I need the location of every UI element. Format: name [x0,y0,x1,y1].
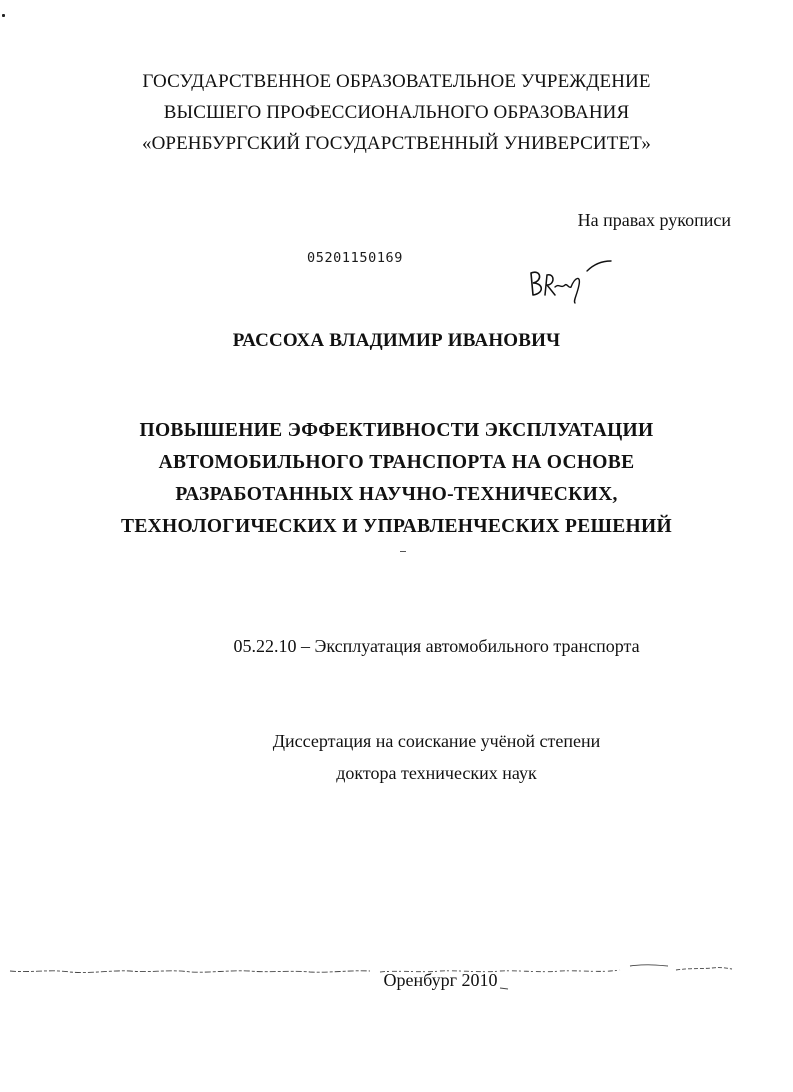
author-name: РАССОХА ВЛАДИМИР ИВАНОВИЧ [232,330,561,351]
title-line-3: РАЗРАБОТАННЫХ НАУЧНО-ТЕХНИЧЕСКИХ, [175,484,618,505]
specialty-code: 05.22.10 – Эксплуатация автомобильного транспорта [233,636,640,656]
scan-speck [2,14,5,17]
degree-line-1: Диссертация на соискание учёной степени [272,731,601,751]
title-line-1: ПОВЫШЕНИЕ ЭФФЕКТИВНОСТИ ЭКСПЛУАТАЦИИ [139,420,654,441]
scan-mark [400,551,406,552]
title-line-2: АВТОМОБИЛЬНОГО ТРАНСПОРТА НА ОСНОВЕ [158,452,635,473]
city-year: Оренбург 2010 [383,970,498,990]
degree-line-2: доктора технических наук [336,763,537,783]
registration-code: 05201150169 [307,250,404,266]
handwritten-signature [525,253,615,305]
institution-line-2: ВЫСШЕГО ПРОФЕССИОНАЛЬНОГО ОБРАЗОВАНИЯ [163,102,630,123]
manuscript-note: На правах рукописи [577,210,731,230]
title-line-4: ТЕХНОЛОГИЧЕСКИХ И УПРАВЛЕНЧЕСКИХ РЕШЕНИЙ [121,516,672,537]
institution-line-1: ГОСУДАРСТВЕННОЕ ОБРАЗОВАТЕЛЬНОЕ УЧРЕЖДЕНИЕ [142,71,651,92]
institution-line-3: «ОРЕНБУРГСКИЙ ГОСУДАРСТВЕННЫЙ УНИВЕРСИТЕТ» [142,133,651,154]
